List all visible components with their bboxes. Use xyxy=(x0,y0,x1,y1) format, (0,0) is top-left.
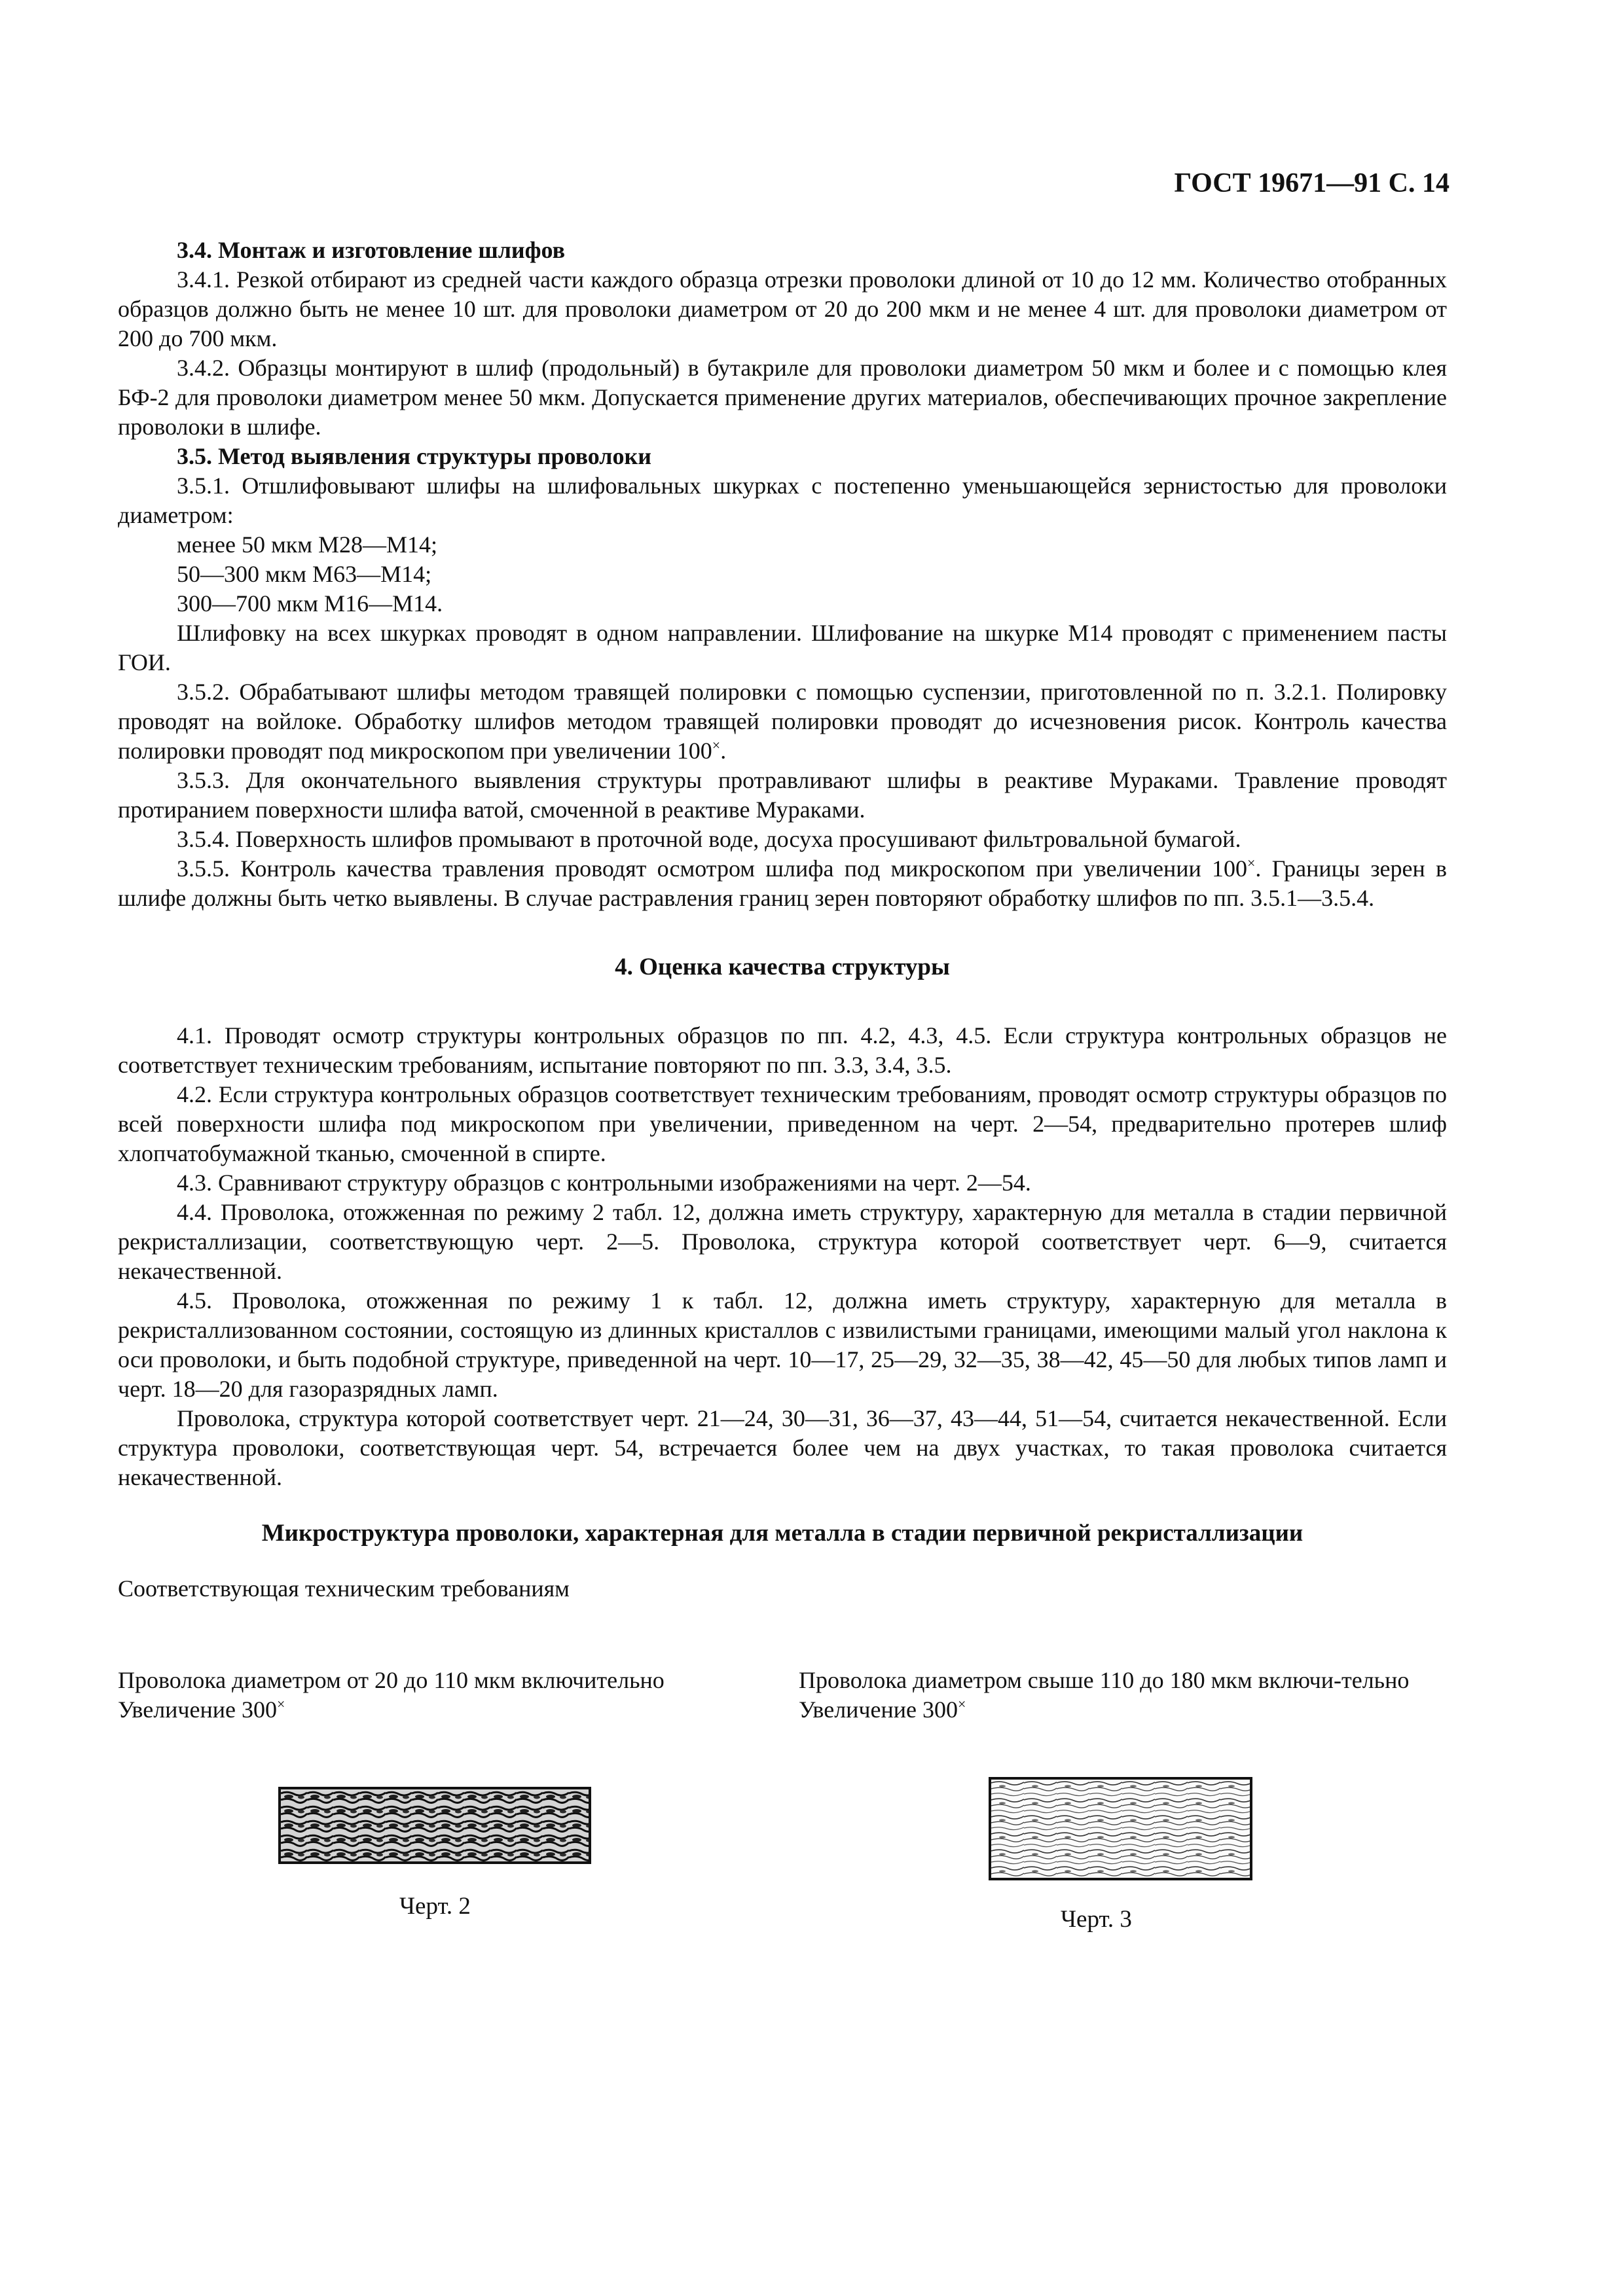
figure-3-magnification: Увеличение 300× xyxy=(799,1696,966,1723)
paragraph-3-4-2: 3.4.2. Образцы монтируют в шлиф (продольный) в бутакриле для проволоки диаметром 50 мкм и более и с помощью клея БФ-2 для проволоки диаметром менее 50 мкм. Допускается применение других материалов, обеспечивающих прочное закрепление проволоки в шлифе. xyxy=(118,355,1447,440)
micrograph-image xyxy=(989,1777,1252,1880)
figure-3-caption xyxy=(799,1666,1447,1725)
paragraph-3-5-5 xyxy=(118,854,1447,913)
micrograph-image xyxy=(278,1787,591,1864)
paragraph-3-5-1: 3.5.1. Отшлифовывают шлифы на шлифовальных шкурках с постепенно уменьшающейся зернистостью для проволоки диаметром: xyxy=(118,473,1447,528)
magnification-sup: × xyxy=(277,1696,285,1712)
paragraph-4-2: 4.2. Если структура контрольных образцов соответствует техническим требованиям, проводят осмотр структуры образцов по всей поверхности шлифа под микроскопом при увеличении, приведенном на черт. 2—54, предварительно протерев шлиф хлопчатобумажной тканью, смоченной в спирте. xyxy=(118,1081,1447,1166)
figure-2-caption xyxy=(118,1666,773,1725)
paragraph-3-5-5-text: 3.5.5. Контроль качества травления проводят осмотром шлифа под микроскопом при увеличении 100 xyxy=(177,855,1247,882)
section-3-4-heading: 3.4. Монтаж и изготовление шлифов xyxy=(177,237,566,263)
figures-area xyxy=(118,1666,1447,2013)
paragraph-3-5-4: 3.5.4. Поверхность шлифов промывают в проточной воде, досуха просушивают фильтровальной бумагой. xyxy=(177,826,1241,852)
page-header-ref: ГОСТ 19671—91 С. 14 xyxy=(1174,168,1450,198)
section-3-5-heading: 3.5. Метод выявления структуры проволоки xyxy=(177,443,651,469)
document-body xyxy=(118,236,1447,1604)
figure-3-label: Черт. 3 xyxy=(1061,1906,1132,1933)
paragraph-3-5-1-note: Шлифовку на всех шкурках проводят в одном направлении. Шлифование на шкурке М14 проводят с применением пасты ГОИ. xyxy=(118,620,1447,675)
paragraph-3-4-1: 3.4.1. Резкой отбирают из средней части каждого образца отрезки проволоки длиной от 10 до 12 мм. Количество отобранных образцов должно быть не менее 10 шт. для проволоки диаметром от 20 до 200 мкм и не менее 4 шт. для проволоки диаметром от 200 до 700 мкм. xyxy=(118,266,1447,351)
paragraph-4-4: 4.4. Проволока, отожженная по режиму 2 табл. 12, должна иметь структуру, характерную для металла в стадии первичной рекристаллизации, соответствующую черт. 2—5. Проволока, структура которой соответствует черт. 6—9, считается некачественной. xyxy=(118,1199,1447,1284)
list-item: 50—300 мкм М63—М14; xyxy=(177,561,432,587)
paragraph-4-5-note: Проволока, структура которой соответствует черт. 21—24, 30—31, 36—37, 43—44, 51—54, считается некачественной. Если структура проволоки, соответствующая черт. 54, встречается более чем на двух участках, то такая проволока считается некачественной. xyxy=(118,1405,1447,1490)
paragraph-4-1: 4.1. Проводят осмотр структуры контрольных образцов по пп. 4.2, 4.3, 4.5. Если структура контрольных образцов не соответствует техническим требованиям, испытание повторяют по пп. 3.3, 3.4, 3.5. xyxy=(118,1022,1447,1078)
paragraph-3-5-2: 3.5.2. Обрабатывают шлифы методом травящей полировки с помощью суспензии, приготовленной по п. 3.2.1. Полировку проводят на войлоке. Обработку шлифов методом травящей полировки проводят до исчезновения рисок. Контроль качества полировки проводят под микроскопом при увеличении 100×. xyxy=(118,679,1447,764)
figure-2-magnification: Увеличение 300× xyxy=(118,1696,285,1723)
paragraph-4-5: 4.5. Проволока, отожженная по режиму 1 к табл. 12, должна иметь структуру, характерную для металла в рекристаллизованном состоянии, состоящую из длинных кристаллов с извилистыми границами, имеющими малый угол наклона к оси проволоки, и быть подобной структуре, приведенной на черт. 10—17, 25—29, 32—35, 38—42, 45—50 для любых типов ламп и черт. 18—20 для газоразрядных ламп. xyxy=(118,1287,1447,1402)
magnification-sup: × xyxy=(958,1696,966,1712)
paragraph-4-3: 4.3. Сравнивают структуру образцов с контрольными изображениями на черт. 2—54. xyxy=(177,1170,1031,1196)
figure-3-diameter: Проволока диаметром свыше 110 до 180 мкм включи-тельно xyxy=(799,1667,1410,1693)
section-4-heading: 4. Оценка качества структуры xyxy=(615,954,950,980)
list-item: 300—700 мкм М16—М14. xyxy=(177,590,443,617)
magnification-sup: × xyxy=(1247,855,1256,871)
microstructure-heading: Микроструктура проволоки, характерная для металла в стадии первичной рекристаллизации xyxy=(261,1520,1304,1547)
figure-2-label: Черт. 2 xyxy=(399,1893,471,1920)
magnification-sup: × xyxy=(712,737,721,753)
paragraph-3-5-5-tail: . Границы зерен в шлифе должны быть четко выявлены. В случае растравления границ зерен повторяют обработку шлифов по пп. 3.5.1—3.5.4. xyxy=(118,855,1447,911)
list-item: менее 50 мкм М28—М14; xyxy=(177,531,438,558)
paragraph-3-5-3: 3.5.3. Для окончательного выявления структуры протравливают шлифы в реактиве Мураками. Травление проводят протиранием поверхности шлифа ватой, смоченной в реактиве Мураками. xyxy=(118,767,1447,823)
microstructure-subheading: Соответствующая техническим требованиям xyxy=(118,1575,570,1602)
figure-2-diameter: Проволока диаметром от 20 до 110 мкм включительно xyxy=(118,1667,665,1693)
paragraph-3-5-2-text: 3.5.2. Обрабатывают шлифы методом травящей полировки с помощью суспензии, приготовленной по п. 3.2.1. Полировку проводят на войлоке. Обработку шлифов методом травящей полировки проводят до исчезновения рисок. Контроль качества полировки проводят под микроскопом при увеличении 100 xyxy=(118,679,1447,764)
